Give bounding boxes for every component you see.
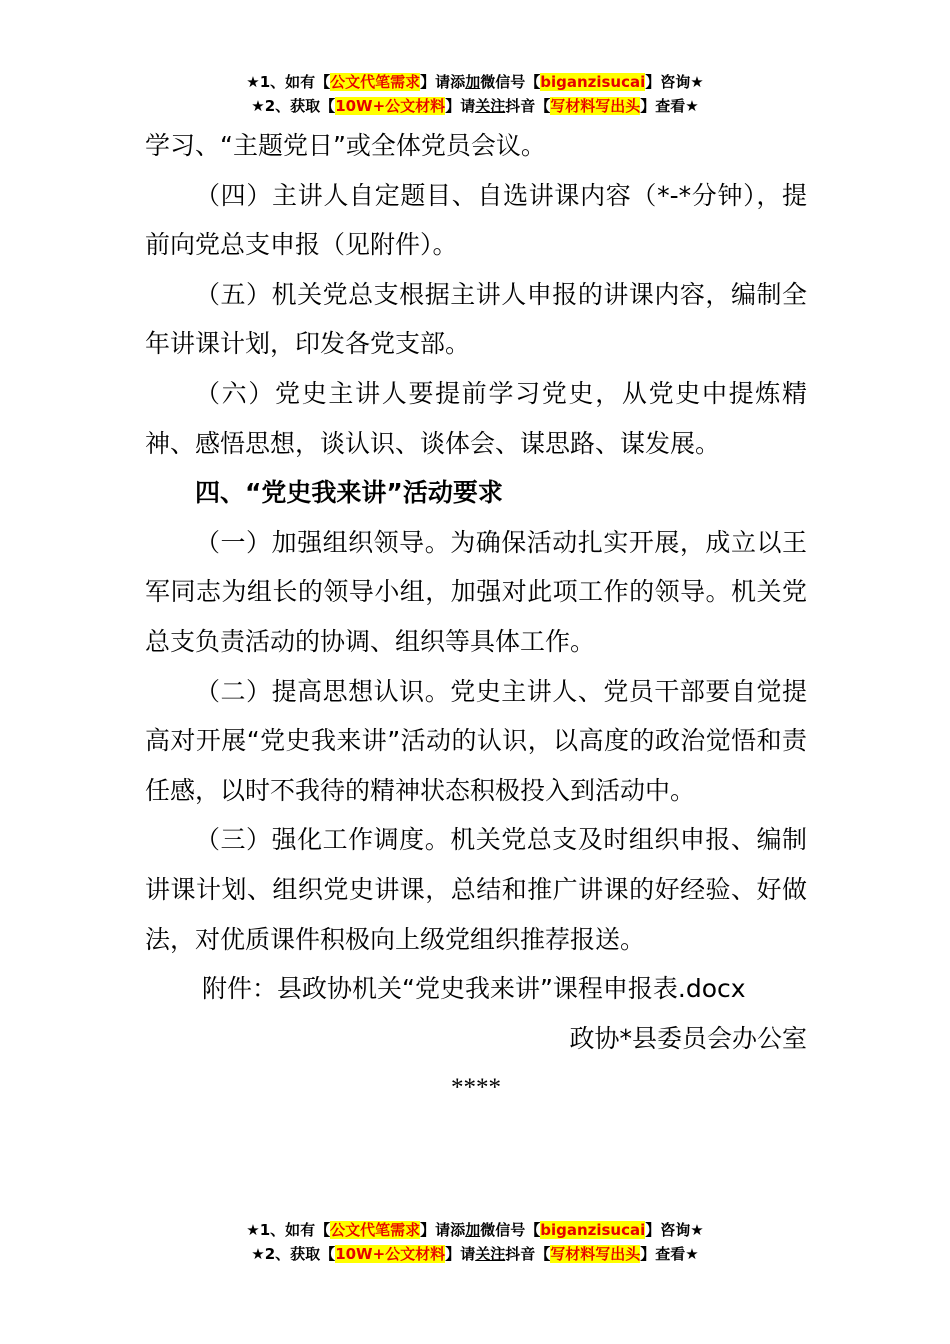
promo-text: 】咨询★ <box>645 73 704 91</box>
promo-highlight: 公文代笔需求 <box>330 1221 421 1239</box>
promo-highlight: 写材料写出头 <box>550 97 641 115</box>
promo-text: 抖音【 <box>505 1245 551 1263</box>
promo-line-1 <box>0 70 950 94</box>
document-body <box>145 121 807 1113</box>
paragraph: （三）强化工作调度。机关党总支及时组织申报、编制讲课计划、组织党史讲课，总结和推广讲课的好经验、好做法，对优质课件积极向上级党组织推荐报送。 <box>145 825 807 954</box>
promo-text: 】请 <box>445 97 476 115</box>
promo-text: 微信号【 <box>480 1221 541 1239</box>
promo-text: 微信号【 <box>480 73 541 91</box>
promo-underline: 加 <box>465 1221 481 1239</box>
promo-highlight: 公文代笔需求 <box>330 73 421 91</box>
promo-highlight: biganzisucai <box>540 1221 646 1239</box>
promo-highlight: 10W+公文材料 <box>335 97 446 115</box>
paragraph: （四）主讲人自定题目、自选讲课内容（*-*分钟），提前向党总支申报（见附件）。 <box>145 180 807 260</box>
paragraph: （一）加强组织领导。为确保活动扎实开展，成立以王军同志为组长的领导小组，加强对此项工作的领导。机关党总支负责活动的协调、组织等具体工作。 <box>145 527 807 656</box>
promo-text: ★1、如有【 <box>246 1221 331 1239</box>
attachment-note: 附件：县政协机关“党史我来讲”课程申报表.docx <box>202 974 746 1004</box>
paragraph: 学习、“主题党日”或全体党员会议。 <box>145 131 546 160</box>
promo-underline: 关注 <box>475 1245 506 1263</box>
promo-text: ★2、获取【 <box>251 1245 336 1263</box>
promo-text: 】请 <box>445 1245 476 1263</box>
promo-highlight: 写材料写出头 <box>550 1245 641 1263</box>
footer-promo-banner <box>0 1218 950 1266</box>
promo-text: 】请添 <box>420 73 466 91</box>
promo-text: 】查看★ <box>640 1245 699 1263</box>
promo-text: 抖音【 <box>505 97 551 115</box>
promo-highlight: 10W+公文材料 <box>335 1245 446 1263</box>
promo-highlight: biganzisucai <box>540 73 646 91</box>
promo-text: 】查看★ <box>640 97 699 115</box>
promo-text: 】请添 <box>420 1221 466 1239</box>
header-promo-banner <box>0 70 950 118</box>
date: **** <box>451 1074 501 1102</box>
promo-line-2 <box>0 94 950 118</box>
promo-line-2 <box>0 1242 950 1266</box>
section-heading: 四、“党史我来讲”活动要求 <box>195 478 503 508</box>
paragraph: （五）机关党总支根据主讲人申报的讲课内容，编制全年讲课计划，印发各党支部。 <box>145 279 807 359</box>
promo-text: ★2、获取【 <box>251 97 336 115</box>
promo-underline: 加 <box>465 73 481 91</box>
promo-line-1 <box>0 1218 950 1242</box>
paragraph: （二）提高思想认识。党史主讲人、党员干部要自觉提高对开展“党史我来讲”活动的认识，以高度的政治觉悟和责任感，以时不我待的精神状态积极投入到活动中。 <box>145 676 807 805</box>
signature: 政协*县委员会办公室 <box>569 1023 807 1053</box>
promo-text: ★1、如有【 <box>246 73 331 91</box>
promo-underline: 关注 <box>475 97 506 115</box>
promo-text: 】咨询★ <box>645 1221 704 1239</box>
paragraph: （六）党史主讲人要提前学习党史，从党史中提炼精神、感悟思想，谈认识、谈体会、谋思路、谋发展。 <box>145 378 807 458</box>
